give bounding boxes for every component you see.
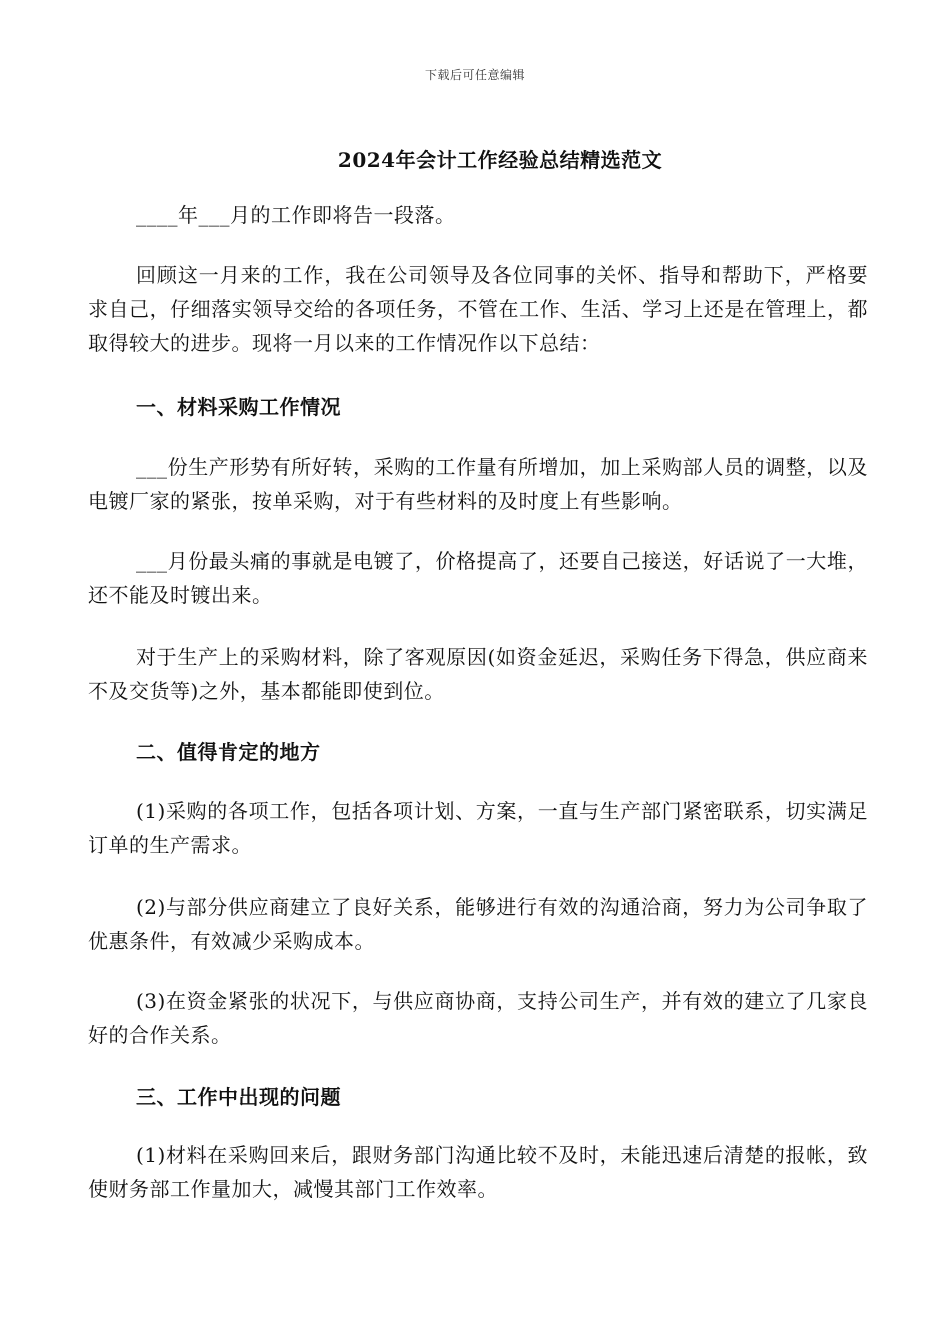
document-title: 2024年会计工作经验总结精选范文	[337, 148, 663, 172]
body-section-9	[88, 1138, 868, 1206]
paragraph: (2)与部分供应商建立了良好关系，能够进行有效的沟通洽商，努力为公司争取了优惠条件，有效减少采购成本。	[88, 895, 868, 953]
body-section-1	[88, 198, 868, 232]
body-section-6	[88, 794, 868, 862]
paragraph: ___份生产形势有所好转，采购的工作量有所增加，加上采购部人员的调整，以及电镀厂家的紧张，按单采购，对于有些材料的及时度上有些影响。	[88, 455, 868, 513]
body-section-4	[88, 544, 868, 612]
paragraph: 对于生产上的采购材料，除了客观原因(如资金延迟，采购任务下得急，供应商来不及交货等)之外，基本都能即使到位。	[88, 645, 868, 703]
section-heading: 一、材料采购工作情况	[136, 395, 341, 419]
section-heading: 二、值得肯定的地方	[136, 740, 321, 764]
body-section-7	[88, 890, 868, 958]
paragraph: ____年___月的工作即将告一段落。	[136, 203, 456, 227]
body-section-2	[88, 258, 868, 360]
header-note: 下载后可任意编辑	[424, 68, 525, 82]
paragraph: 回顾这一月来的工作，我在公司领导及各位同事的关怀、指导和帮助下，严格要求自己，仔细落实领导交给的各项任务，不管在工作、生活、学习上还是在管理上，都取得较大的进步。现将一月以来的工作情况作以下总结：	[88, 263, 868, 355]
body-section-3	[88, 450, 868, 518]
paragraph: ___月份最头痛的事就是电镀了，价格提高了，还要自己接送，好话说了一大堆，还不能及时镀出来。	[88, 549, 868, 607]
section-heading-3	[88, 1080, 868, 1114]
section-heading-2	[88, 735, 868, 769]
paragraph: (3)在资金紧张的状况下，与供应商协商，支持公司生产，并有效的建立了几家良好的合作关系。	[88, 989, 868, 1047]
body-section-5	[88, 640, 868, 708]
paragraph: (1)采购的各项工作，包括各项计划、方案，一直与生产部门紧密联系，切实满足订单的生产需求。	[88, 799, 868, 857]
section-heading-1	[88, 390, 868, 424]
body-section-8	[88, 984, 868, 1052]
section-heading: 三、工作中出现的问题	[136, 1085, 341, 1109]
paragraph: (1)材料在采购回来后，跟财务部门沟通比较不及时，未能迅速后清楚的报帐，致使财务部工作量加大，减慢其部门工作效率。	[88, 1143, 868, 1201]
